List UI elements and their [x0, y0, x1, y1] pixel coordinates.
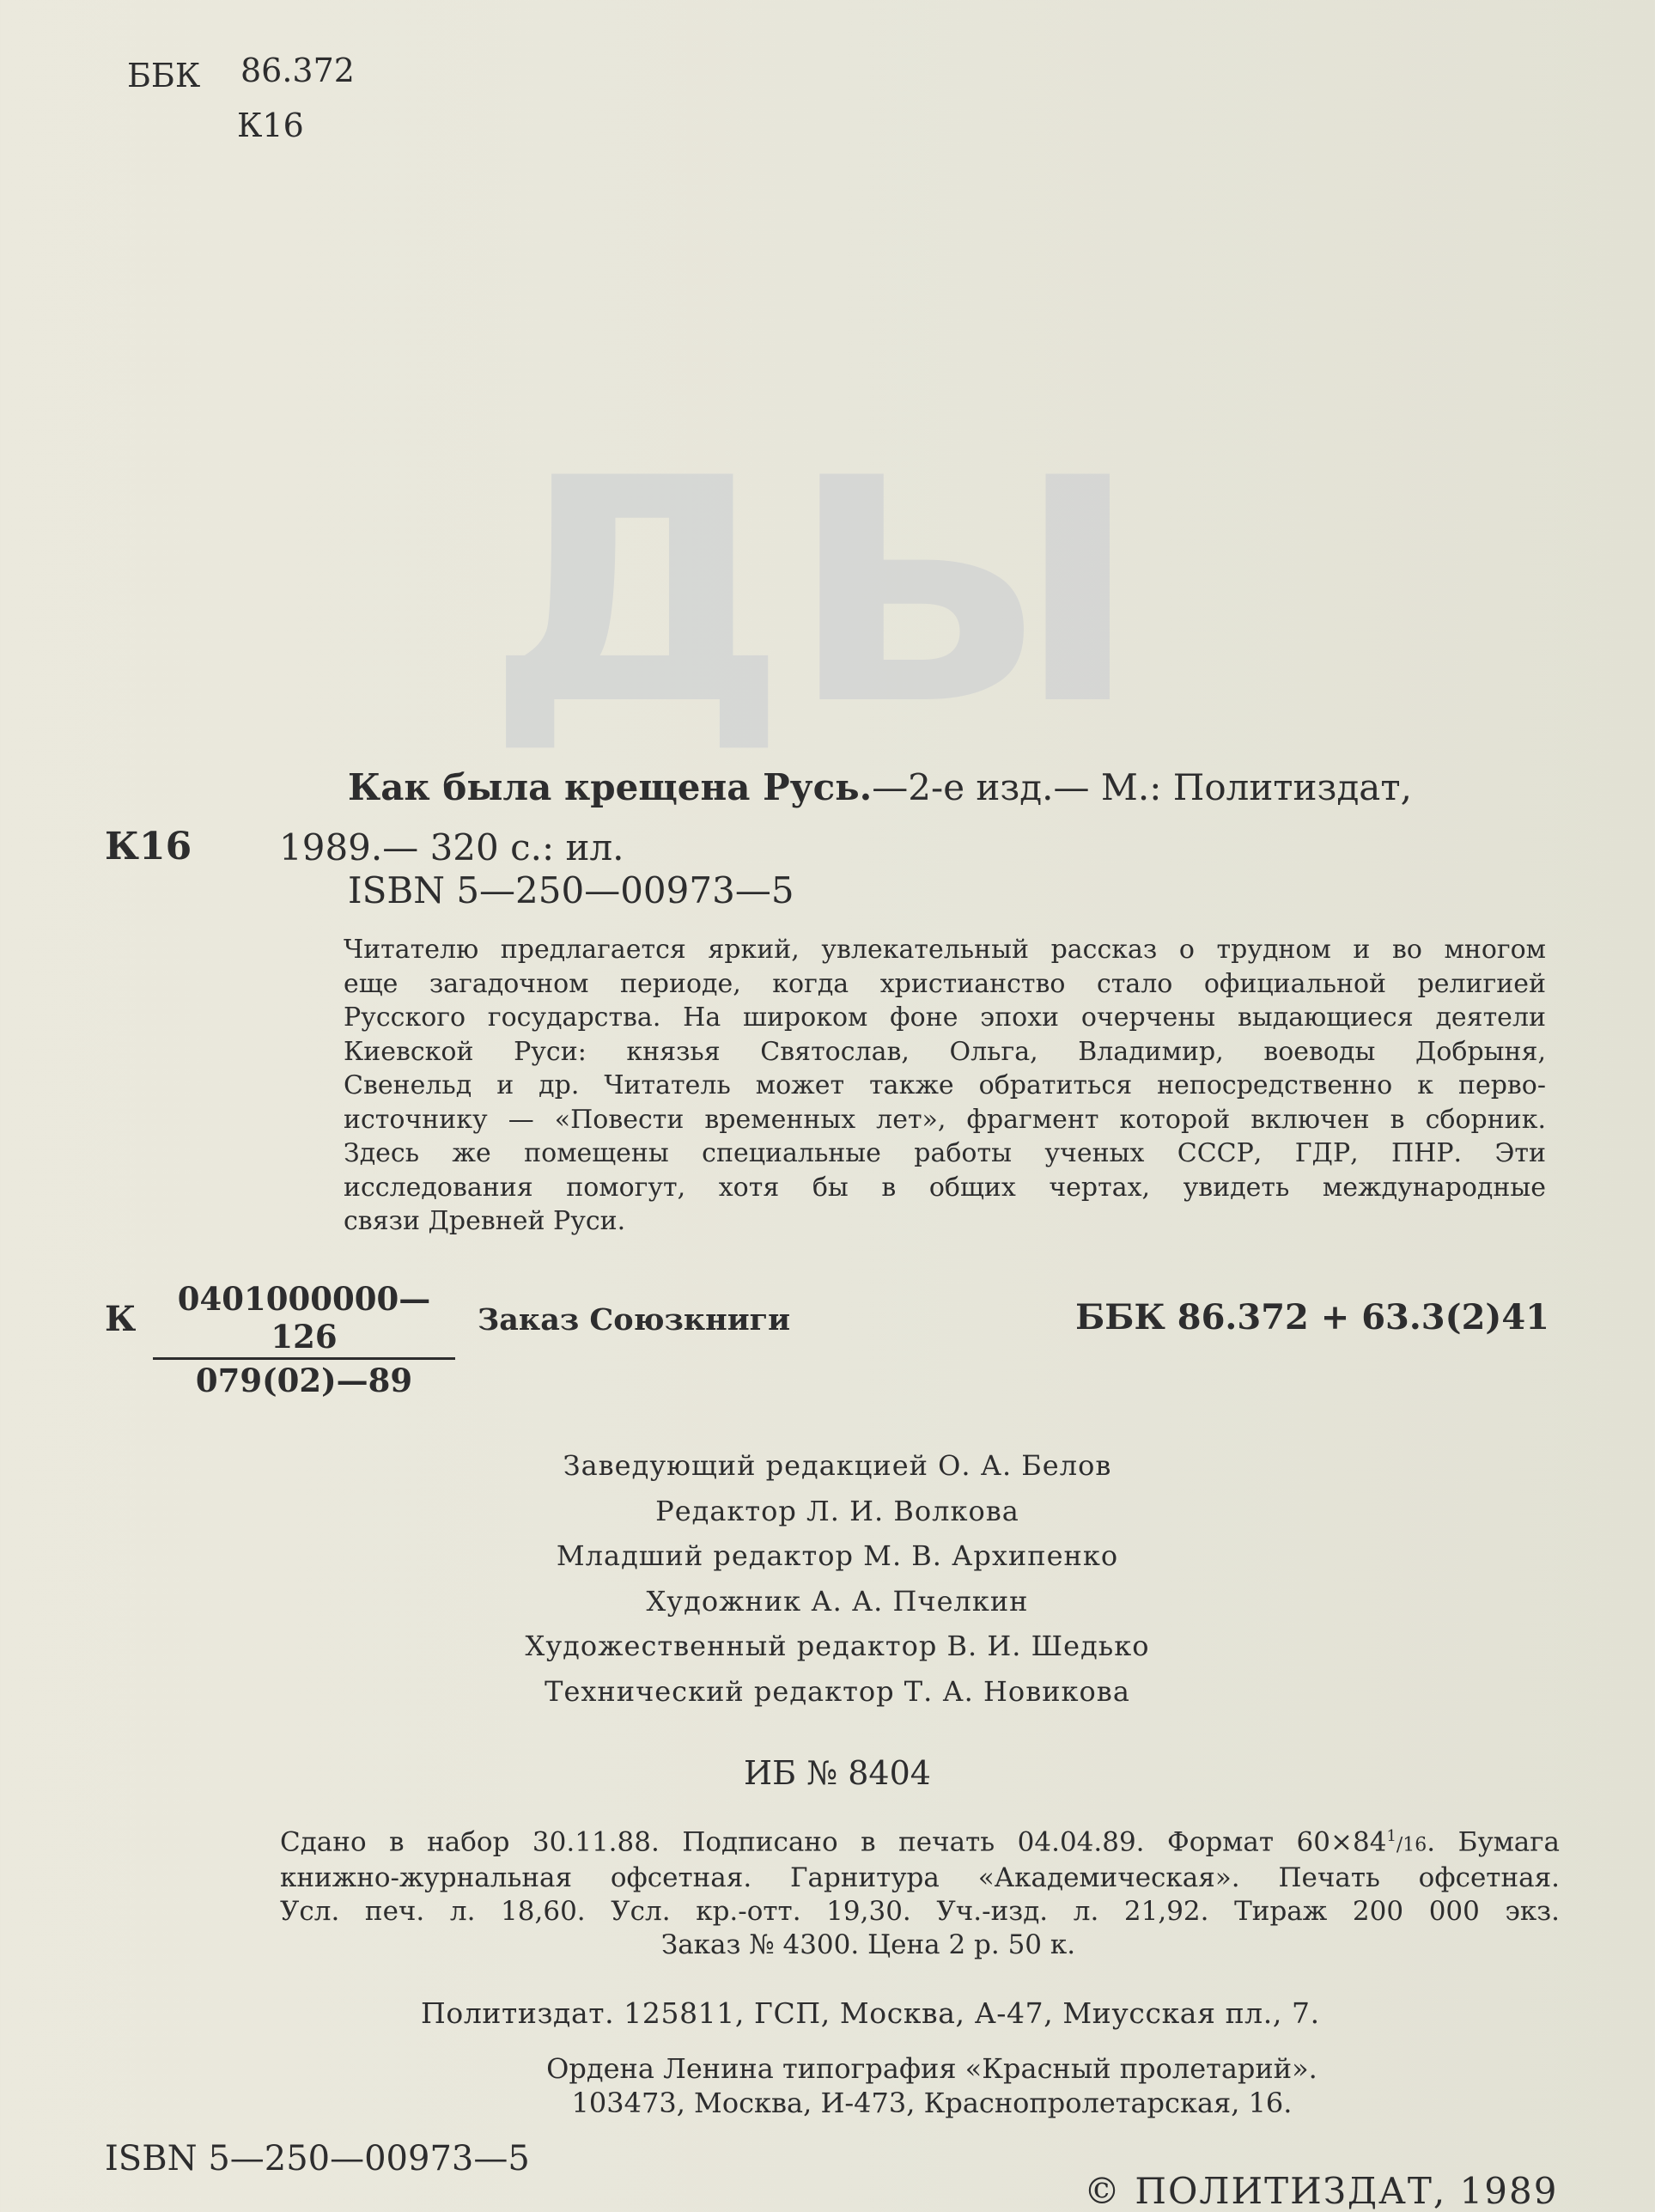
bleed-through-mark: ДЫ — [485, 412, 1141, 772]
annotation-line: Здесь же помещены специальные работы ученых СССР, ГДР, ПНР. Эти — [344, 1138, 1546, 1168]
credit-line: Редактор Л. И. Волкова — [655, 1494, 1019, 1527]
credits — [429, 1443, 1245, 1714]
classification-fraction — [153, 1280, 455, 1399]
printer-line: Ордена Ленина типография «Красный пролетарий». — [546, 2052, 1317, 2085]
credit-line: Художественный редактор В. И. Шедько — [525, 1630, 1150, 1662]
book-title: Как была крещена Русь. — [348, 766, 873, 808]
annotation-line: Киевской Руси: князья Святослав, Ольга, Владимир, воеводы Добрыня, — [344, 1036, 1546, 1067]
soyuzknigi-order: Заказ Союзкниги — [478, 1302, 791, 1338]
print-info-line — [280, 1819, 1560, 1862]
fraction-denominator: 079(02)—89 — [195, 1362, 413, 1399]
bottom-isbn: ISBN 5—250—00973—5 — [105, 2139, 530, 2178]
print-info-text: . Бумага — [1427, 1826, 1561, 1858]
format-fraction-sub: /16 — [1396, 1834, 1427, 1856]
printer-line: 103473, Москва, И-473, Краснопролетарская, 16. — [571, 2087, 1293, 2119]
print-info-line: Заказ № 4300. Цена 2 р. 50 к. — [660, 1929, 1076, 1961]
format-fraction-sup: 1 — [1386, 1827, 1396, 1845]
fraction-numerator: 0401000000—126 — [153, 1280, 455, 1360]
top-bbk-label: ББК — [127, 57, 201, 94]
ib-number: ИБ № 8404 — [744, 1754, 931, 1792]
annotation-line: Русского государства. На широком фоне эпохи очерчены выдающиеся деятели — [344, 1002, 1546, 1033]
classification-k: К — [105, 1299, 137, 1339]
annotation-line: исследования помогут, хотя бы в общих чертах, увидеть международные — [344, 1172, 1546, 1203]
copyright: © ПОЛИТИЗДАТ, 1989 — [1084, 2170, 1559, 2212]
credit-line: Заведующий редакцией О. А. Белов — [563, 1449, 1112, 1482]
print-info-text: Сдано в набор 30.11.88. Подписано в печать 04.04.89. Формат 60×84 — [280, 1826, 1387, 1858]
annotation-line: Свенельд и др. Читатель может также обратиться непосредственно к перво- — [344, 1070, 1546, 1100]
annotation-line: связи Древней Руси. — [344, 1206, 626, 1236]
top-author-mark: К16 — [237, 107, 304, 144]
title-isbn: ISBN 5—250—00973—5 — [348, 869, 794, 911]
print-info-line: книжно-журнальная офсетная. Гарнитура «Академическая». Печать офсетная. — [280, 1862, 1560, 1894]
credit-line: Художник А. А. Пчелкин — [646, 1584, 1029, 1618]
credit-line: Младший редактор М. В. Архипенко — [556, 1539, 1119, 1572]
edition-info: —2-е изд.— М.: Политиздат, — [872, 766, 1412, 808]
annotation-line: еще загадочном периоде, когда христианство стало официальной религией — [344, 968, 1546, 999]
left-author-mark: К16 — [105, 825, 192, 868]
top-bbk-code: 86.372 — [240, 52, 355, 89]
annotation-line: Читателю предлагается яркий, увлекательный рассказ о трудном и во многом — [344, 935, 1546, 965]
year-pages: 1989.— 320 с.: ил. — [279, 826, 624, 868]
print-info-line: Усл. печ. л. 18,60. Усл. кр.-отт. 19,30. Уч.-изд. л. 21,92. Тираж 200 000 экз. — [280, 1896, 1560, 1928]
annotation-line: источнику — «Повести временных лет», фрагмент которой включен в сборник. — [344, 1104, 1546, 1135]
annotation — [344, 933, 1546, 1239]
title-line-1 — [348, 766, 1550, 808]
credit-line: Технический редактор Т. А. Новикова — [545, 1674, 1130, 1708]
classification-bbk: ББК 86.372 + 63.3(2)41 — [1075, 1297, 1549, 1338]
publisher-address: Политиздат. 125811, ГСП, Москва, А-47, Миусская пл., 7. — [421, 1996, 1320, 2030]
print-info — [280, 1819, 1560, 1962]
printer-info — [490, 2051, 1374, 2120]
